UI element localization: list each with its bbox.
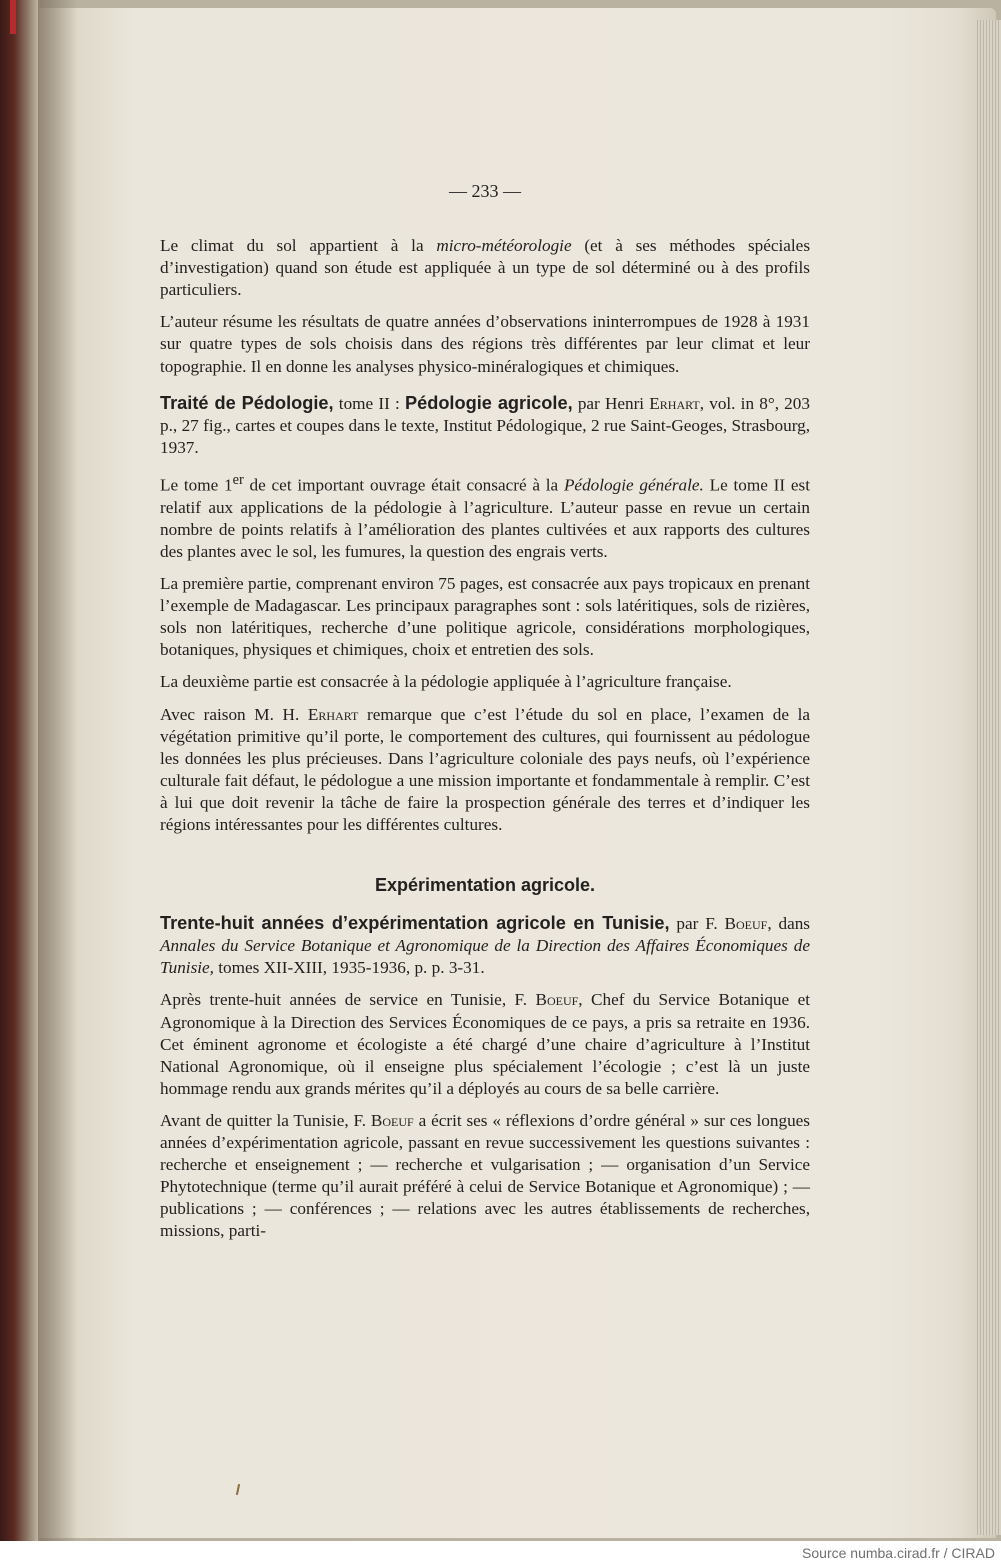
review-1-author: Erhart [649,393,700,413]
review-1-paragraph-2: La première partie, comprenant environ 75 pages, est consacrée aux pays tropicaux en prenant l’exemple de Madagascar. Les principaux paragraphes sont : sols latéritiques, sols de rizières, sols non latéritiques, recherche d’une politique agricole, considérations morphologiques, botaniques, physiques et chimiques, choix et entretien des sols. [160,574,810,660]
emphasis-term: micro-météorologie [436,236,572,256]
review-2-citation: Trente-huit années d’expérimentation agricole en Tunisie, par F. Boeuf, dans Annales du Service Botanique et Agronomique de la Direction des Affaires Économiques de Tunisie, tomes XII-XIII, 1935-1936, p. p. 3-31. [160,913,810,978]
review-2-paragraph-2: Avant de quitter la Tunisie, F. Boeuf a écrit ses « réflexions d’ordre général » sur ces longues années d’expérimentation agricole, passant en revue successivement les questions suivantes : recherche et enseignement ; — recherche et vulgarisation ; — organisation d’un Service Phytotechnique (terme qu’il aurait préféré à celui de Service Botanique et Agronomique) ; — publications ; — conférences ; — relations avec les autres établissements de recherches, missions, parti- [160,1110,810,1241]
page-content [160,180,810,1252]
intro-paragraph-2: L’auteur résume les résultats de quatre années d’observations ininterrompues de 1928 à 1931 sur quatre types de sols choisis dans des régions très différentes par leur climat et leur topographie. Il en donne les analyses physico-minéralogiques et chimiques. [160,312,810,376]
review-2-author: Boeuf [724,914,768,934]
gutter-shadow [38,0,78,1541]
review-2-journal: Annales du Service Botanique et Agronomique de la Direction des Affaires Économiques de Tunisie, [160,936,810,978]
section-heading: Expérimentation agricole. [374,875,596,896]
page-number: — 233 — [449,181,521,201]
book-binding-edge [0,0,40,1541]
review-1-title: Traité de Pédologie, [160,392,334,413]
review-1-citation: Traité de Pédologie, tome II : Pédologie agricole, par Henri Erhart, vol. in 8°, 203 p., 27 fig., cartes et coupes dans le texte, Institut Pédologique, 2 rue Saint-Geoges, Strasbourg, 1937. [160,392,810,457]
review-1-paragraph-3: La deuxième partie est consacrée à la pédologie appliquée à l’agriculture française. [160,672,732,692]
intro-paragraph-1: Le climat du sol appartient à la micro-météorologie (et à ses méthodes spéciales d’investigation) quand son étude est appliquée à un type de sol déterminé ou à des profils particuliers. [160,236,811,300]
review-1-paragraph-1: Le tome 1er de cet important ouvrage était consacré à la Pédologie générale. Le tome II est relatif aux applications de la pédologie à l’agriculture. L’auteur passe en revue un certain nombre de points relatifs à l’amélioration des plantes cultivées et aux rapports des cultures des plantes avec le sol, les fumures, la question des engrais verts. [160,471,810,561]
source-credit: Source numba.cirad.fr / CIRAD [802,1545,995,1561]
review-2-title: Trente-huit années d’expérimentation agricole en Tunisie, [160,913,670,934]
source-bar [0,1541,1001,1566]
review-1-paragraph-4: Avec raison M. H. Erhart remarque que c’est l’étude du sol en place, l’examen de la végétation primitive qu’il porte, le comportement des cultures, qui fournissent au pédologue les données les plus précieuses. Dans l’agriculture coloniale des pays neufs, où l’expérience culturale fait défaut, le pédologue a une mission importante et fondammentale à remplir. C’est à lui que doit revenir la tâche de faire la prospection générale des terres et d’indiquer les régions intéressantes pour les différentes cultures. [160,704,810,834]
page-stack-edge [975,20,1001,1535]
review-2-paragraph-1: Après trente-huit années de service en Tunisie, F. Boeuf, Chef du Service Botanique et Agronomique à la Direction des Services Économiques de ce pays, a pris sa retraite en 1936. Cet éminent agronome et écologiste a été chargé d’une chaire d’agriculture à l’Institut National Agronomique, où il enseigne plus spécialement l’écologie ; c’est là un juste hommage rendu aux grands mérites qu’il a déployés au cours de sa belle carrière. [160,990,811,1098]
review-1-subtitle: Pédologie agricole, [404,392,573,413]
